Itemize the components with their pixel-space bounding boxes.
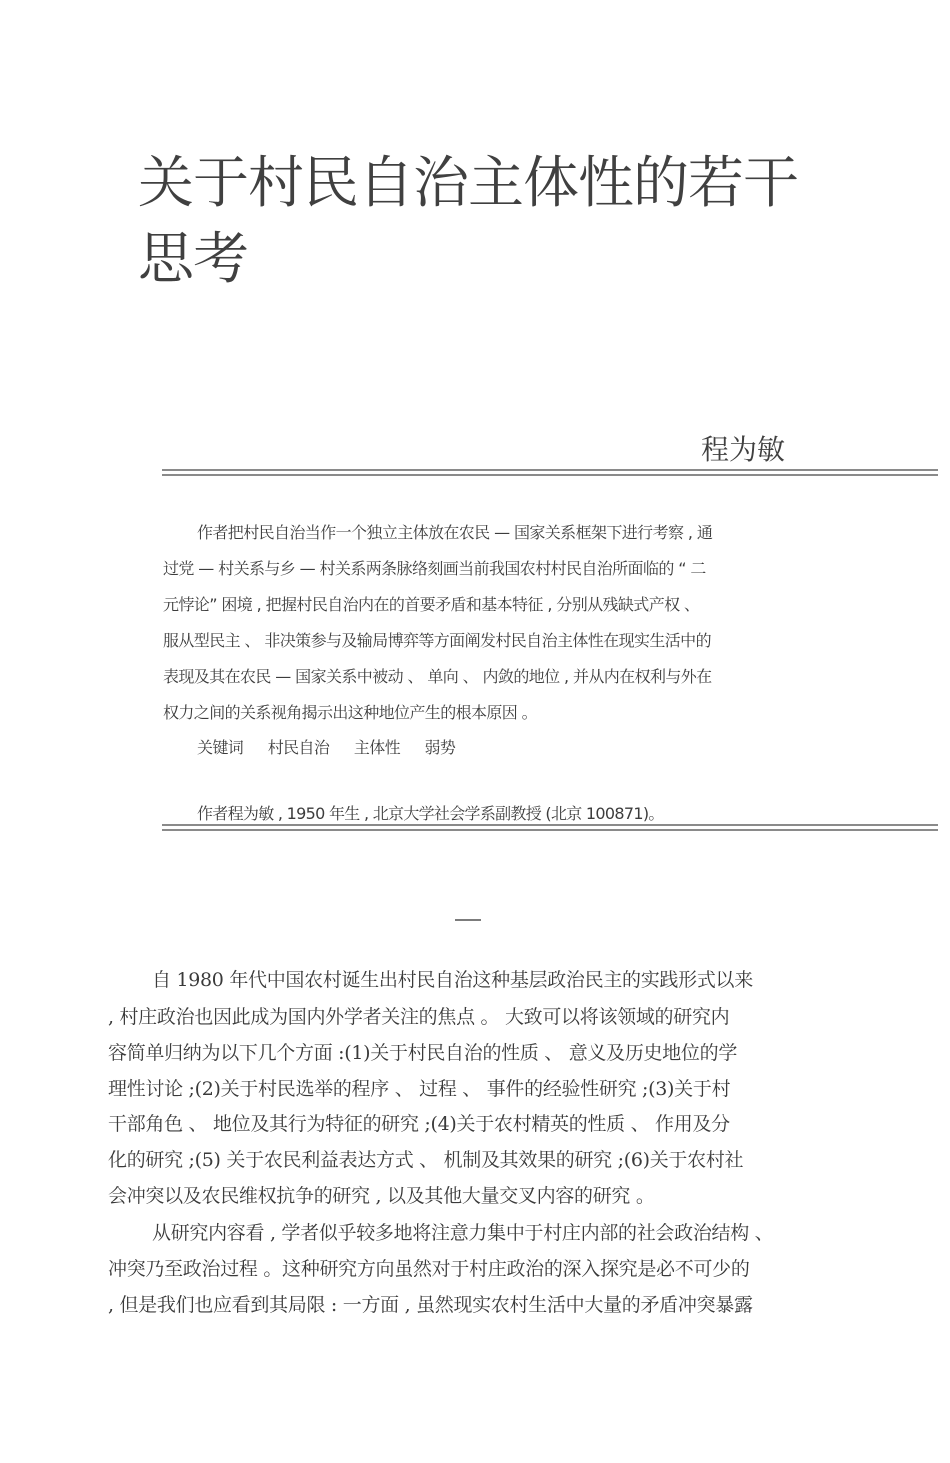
abstract-line: 作者把村民自治当作一个独立主体放在农民 — 国家关系框架下进行考察 , 通	[197, 523, 713, 542]
author-note: 作者程为敏 , 1950 年生 , 北京大学社会学系副教授 (北京 100871)。	[197, 804, 664, 823]
article-title-line-2: 思考	[138, 227, 248, 292]
body-line: 会冲突以及农民维权抗争的研究 , 以及其他大量交叉内容的研究 。	[108, 1185, 655, 1207]
abstract-line: 过党 — 村关系与乡 — 村关系两条脉络刻画当前我国农村村民自治所面临的 “ 二	[163, 559, 706, 578]
footer-rule-top	[162, 824, 938, 826]
keywords-label: 关键词	[197, 738, 244, 757]
body-line: 理性讨论 ;(2)关于村民选举的程序 、 过程 、 事件的经验性研究 ;(3)关于村	[108, 1078, 731, 1100]
body-line: 从研究内容看 , 学者似乎较多地将注意力集中于村庄内部的社会政治结构 、	[152, 1222, 774, 1244]
body-line: 自 1980 年代中国农村诞生出村民自治这种基层政治民主的实践形式以来	[152, 969, 753, 991]
header-rule-bottom	[162, 474, 938, 476]
abstract-line: 权力之间的关系视角揭示出这种地位产生的根本原因 。	[163, 703, 538, 722]
body-line: 干部角色 、 地位及其行为特征的研究 ;(4)关于农村精英的性质 、 作用及分	[108, 1113, 730, 1135]
keyword: 弱势	[424, 738, 456, 757]
body-line: 冲突乃至政治过程 。这种研究方向虽然对于村庄政治的深入探究是必不可少的	[108, 1258, 750, 1280]
section-number-one	[455, 919, 481, 921]
body-line: 化的研究 ;(5) 关于农民利益表达方式 、 机制及其效果的研究 ;(6)关于农村社	[108, 1149, 744, 1171]
body-line: 容简单归纳为以下几个方面 :(1)关于村民自治的性质 、 意义及历史地位的学	[108, 1042, 738, 1064]
article-title-line-1: 关于村民自治主体性的若干	[138, 151, 798, 216]
header-rule-top	[162, 469, 938, 471]
abstract-line: 表现及其在农民 — 国家关系中被动 、 单向 、 内敛的地位 , 并从内在权利与外在	[163, 667, 712, 686]
author-name: 程为敏	[700, 433, 785, 466]
body-line: , 村庄政治也因此成为国内外学者关注的焦点 。 大致可以将该领域的研究内	[108, 1006, 730, 1028]
abstract-line: 元悖论” 困境 , 把握村民自治内在的首要矛盾和基本特征 , 分别从残缺式产权 、	[163, 595, 700, 614]
keywords	[197, 737, 475, 759]
keyword: 主体性	[353, 738, 401, 757]
body-line: , 但是我们也应看到其局限 : 一方面 , 虽然现实农村生活中大量的矛盾冲突暴露	[108, 1294, 753, 1316]
footer-rule-bottom	[162, 829, 938, 831]
keyword: 村民自治	[267, 738, 330, 757]
abstract-line: 服从型民主 、 非决策参与及输局博弈等方面阐发村民自治主体性在现实生活中的	[163, 631, 711, 650]
